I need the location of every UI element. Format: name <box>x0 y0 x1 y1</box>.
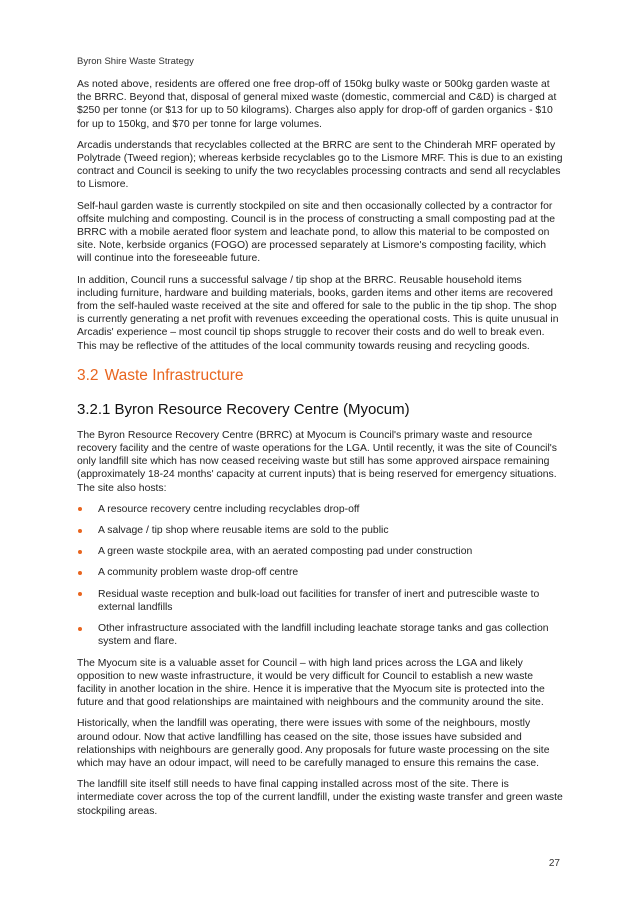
section-heading <box>77 367 563 385</box>
page-number: 27 <box>548 858 560 869</box>
bullet-icon <box>78 507 82 511</box>
document-page <box>77 56 563 826</box>
subsection-heading: 3.2.1 Byron Resource Recovery Centre (Myocum) <box>77 400 410 418</box>
paragraph-myocum-asset: The Myocum site is a valuable asset for Council – with high land prices across the LGA and likely opposition to new waste infrastructure, it would be very difficult for Council to establish a new waste facility in another location in the shire. Hence it is imperative that the Myocum site is protected into the future and that good relationships are maintained with neighbours and the community around the site. <box>77 657 545 709</box>
list-item: A salvage / tip shop where reusable items are sold to the public <box>77 524 563 537</box>
list-item: A green waste stockpile area, with an aerated composting pad under construction <box>77 545 563 558</box>
list-item: A resource recovery centre including recyclables drop-off <box>77 503 563 516</box>
list-item: A community problem waste drop-off centre <box>77 566 563 579</box>
bullet-icon <box>78 529 82 533</box>
section-number: 3.2 <box>77 366 99 384</box>
section-title: Waste Infrastructure <box>104 366 244 384</box>
paragraph-odour-history: Historically, when the landfill was operating, there were issues with some of the neighbours, mostly around odour. Now that active landfilling has ceased on the site, those issues have subsided and relationships with neighbours are generally good. Any proposals for future waste processing on the site which may have an odour impact, will need to be carefully managed to ensure this remains the case. <box>77 718 550 769</box>
paragraph-garden-waste: Self-haul garden waste is currently stockpiled on site and then occasionally collected by a contractor for offsite mulching and composting. Council is in the process of constructing a small composting pad at the BRRC with a mobile aerated floor system and leachate pond, to allow this material to be composted on site. Note, kerbside organics (FOGO) are processed separately at Lismore's composting facility, which will continue into the foreseeable future. <box>77 200 556 265</box>
bullet-icon <box>78 592 82 596</box>
bullet-icon <box>78 627 82 631</box>
list-item: Other infrastructure associated with the landfill including leachate storage tanks and gas collection system and flare. <box>77 622 563 648</box>
paragraph-brrc-intro: The Byron Resource Recovery Centre (BRRC) at Myocum is Council's primary waste and resource recovery facility and the centre of waste operations for the LGA. Until recently, it was the site of Council's only landfill site which has now ceased receiving waste but still has some approved airspace remaining (approximately 18-24 months' capacity at current inputs) that is being reserved for emergency situations. The site also hosts: <box>77 429 557 494</box>
list-item: Residual waste reception and bulk-load out facilities for transfer of inert and putrescible waste to external landfills <box>77 588 563 614</box>
bullet-icon <box>78 571 82 575</box>
paragraph-recyclables-mrf: Arcadis understands that recyclables collected at the BRRC are sent to the Chinderah MRF operated by Polytrade (Tweed region); whereas kerbside recyclables go to the Lismore MRF. This is due to an existing contract and Council is seeking to unify the two recyclables processing contracts and send all recyclables to Lismore. <box>77 139 563 191</box>
paragraph-tip-shop: In addition, Council runs a successful salvage / tip shop at the BRRC. Reusable household items including furniture, hardware and building materials, books, garden items and other items are recovered from the self-hauled waste received at the site and offered for sale to the public in the tip shop. The shop is currently generating a net profit with revenues exceeding the operational costs. This is quite unusual in Arcadis' experience – most council tip shops struggle to recover their costs and do well to break even. This may be reflective of the attitudes of the local community towards reusing and recycling goods. <box>77 274 559 352</box>
bullet-icon <box>78 550 82 554</box>
paragraph-bulky-waste-charges: As noted above, residents are offered one free drop-off of 150kg bulky waste or 500kg garden waste at the BRRC. Beyond that, disposal of general mixed waste (domestic, commercial and C&D) is charged at $250 per tonne (or $13 for up to 50 kilograms). Charges also apply for drop-off of garden organics - $10 for up to 150kg, and $70 per tonne for large volumes. <box>77 79 557 130</box>
site-hosts-list <box>77 503 563 649</box>
running-header: Byron Shire Waste Strategy <box>77 56 194 67</box>
paragraph-landfill-capping: The landfill site itself still needs to have final capping installed across most of the site. There is intermediate cover across the top of the current landfill, under the existing waste transfer and green waste stockpiling areas. <box>77 779 563 817</box>
